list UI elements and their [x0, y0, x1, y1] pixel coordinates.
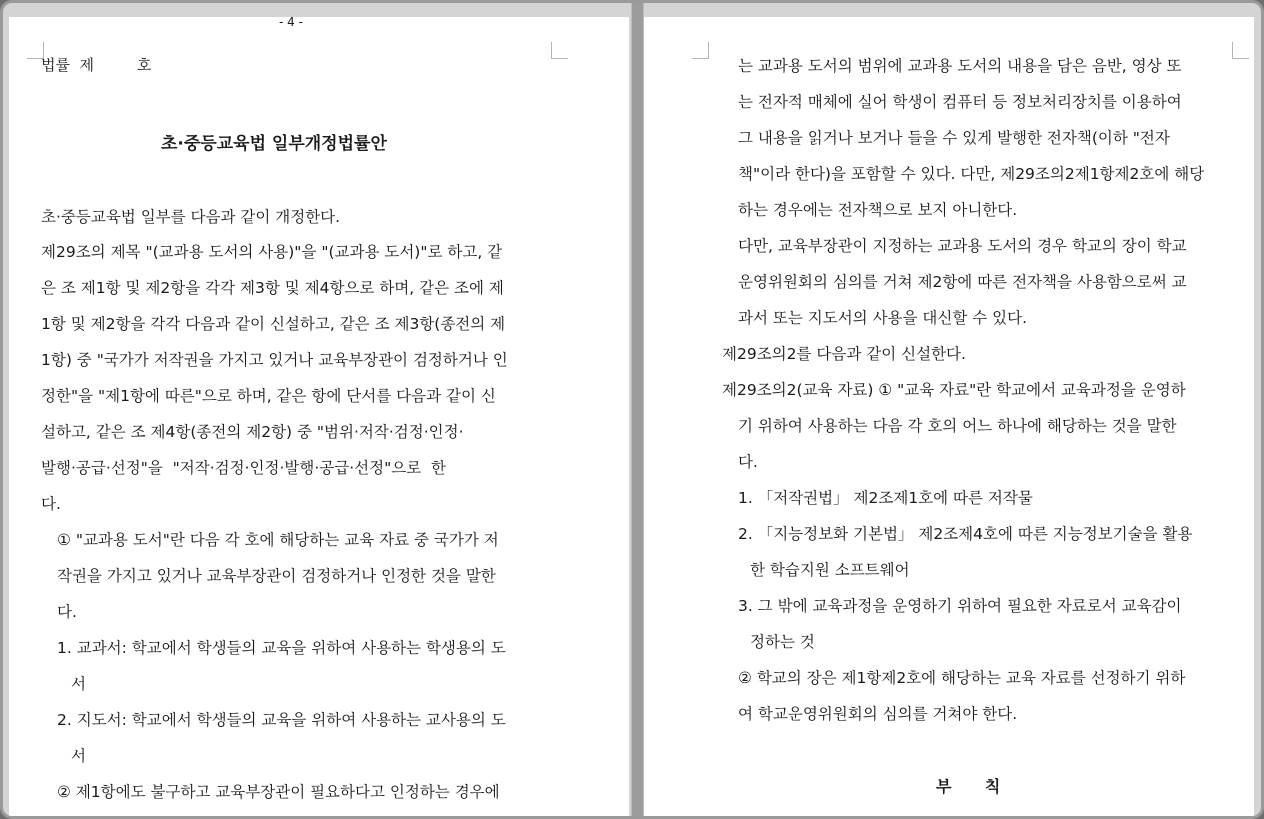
text-line: 운영위원회의 심의를 거쳐 제2항에 따른 전자책을 사용함으로써 교 — [738, 273, 1187, 291]
text-line: 여 학교운영위원회의 심의를 거쳐야 한다. — [738, 705, 1018, 723]
crop-mark — [692, 42, 709, 59]
text-line: 1항) 중 "국가가 저작권을 가지고 있거나 교육부장관이 검정하거나 인 — [41, 351, 508, 369]
text-line: 그 내용을 읽거나 보거나 들을 수 있게 발행한 전자책(이하 "전자 — [738, 129, 1170, 147]
text-line: 한 학습지원 소프트웨어 — [750, 561, 910, 579]
text-line: 기 위하여 사용하는 다음 각 호의 어느 하나에 해당하는 것을 말한 — [738, 417, 1177, 435]
text-line: 제29조의 제목 "(교과용 도서의 사용)"을 "(교과용 도서)"로 하고, 같 — [41, 243, 503, 261]
text-line: 다. — [738, 453, 758, 471]
text-line: 정하는 것 — [750, 633, 815, 651]
text-line: ① "교과용 도서"란 다음 각 호에 해당하는 교육 자료 중 국가가 저 — [57, 531, 499, 549]
text-line: 작권을 가지고 있거나 교육부장관이 검정하거나 인정한 것을 말한 — [57, 567, 496, 585]
list-item: 1. 「저작권법」 제2조제1호에 따른 저작물 — [738, 489, 1033, 507]
crop-mark — [1232, 42, 1249, 59]
text-line: ② 제1항에도 불구하고 교육부장관이 필요하다고 인정하는 경우에 — [57, 783, 500, 801]
text-line: ② 학교의 장은 제1항제2호에 해당하는 교육 자료를 선정하기 위하 — [738, 669, 1186, 687]
list-item: 1. 교과서: 학교에서 학생들의 교육을 위하여 사용하는 학생용의 도 — [57, 639, 506, 657]
text-line: 서 — [71, 675, 86, 693]
text-line: 는 전자적 매체에 실어 학생이 컴퓨터 등 정보처리장치를 이용하여 — [738, 93, 1182, 111]
text-line: 책"이라 한다)을 포함할 수 있다. 다만, 제29조의2제1항제2호에 해당 — [738, 165, 1205, 183]
page-left — [9, 17, 629, 817]
document-title: 초·중등교육법 일부개정법률안 — [161, 134, 387, 154]
section-heading: 부 칙 — [936, 777, 1001, 796]
page-divider — [631, 3, 644, 819]
text-line: 다만, 교육부장관이 지정하는 교과용 도서의 경우 학교의 장이 학교 — [738, 237, 1187, 255]
text-line: 제29조의2(교육 자료) ① "교육 자료"란 학교에서 교육과정을 운영하 — [722, 381, 1186, 399]
text-line: 초·중등교육법 일부를 다음과 같이 개정한다. — [41, 208, 341, 226]
text-line: 다. — [41, 495, 61, 513]
list-item: 2. 지도서: 학교에서 학생들의 교육을 위하여 사용하는 교사용의 도 — [57, 711, 506, 729]
list-item: 2. 「지능정보화 기본법」 제2조제4호에 따른 지능정보기술을 활용 — [738, 525, 1193, 543]
text-line: 제29조의2를 다음과 같이 신설한다. — [722, 345, 966, 363]
text-line: 하는 경우에는 전자책으로 보지 아니한다. — [738, 201, 1018, 219]
list-item: 3. 그 밖에 교육과정을 운영하기 위하여 필요한 자료로서 교육감이 — [738, 597, 1182, 615]
text-line: 과서 또는 지도서의 사용을 대신할 수 있다. — [738, 309, 1028, 327]
text-line: 은 조 제1항 및 제2항을 각각 제3항 및 제4항으로 하며, 같은 조에 제 — [41, 279, 504, 297]
text-line: 정한"을 "제1항에 따른"으로 하며, 같은 항에 단서를 다음과 같이 신 — [41, 387, 496, 405]
text-line: 발행·공급·선정"을 "저작·검정·인정·발행·공급·선정"으로 한 — [41, 459, 446, 477]
text-line: 설하고, 같은 조 제4항(종전의 제2항) 중 "범위·저작·검정·인정· — [41, 423, 464, 441]
text-line: 서 — [71, 747, 86, 765]
text-line: 다. — [57, 603, 77, 621]
page-right — [644, 17, 1254, 817]
text-line: 는 교과용 도서의 범위에 교과용 도서의 내용을 담은 음반, 영상 또 — [738, 57, 1182, 75]
text-line: 1항 및 제2항을 각각 다음과 같이 신설하고, 같은 조 제3항(종전의 제 — [41, 315, 506, 333]
page-number: - 4 - — [279, 17, 303, 29]
law-number-header: 법률 제 호 — [41, 56, 152, 74]
crop-mark — [551, 42, 568, 59]
